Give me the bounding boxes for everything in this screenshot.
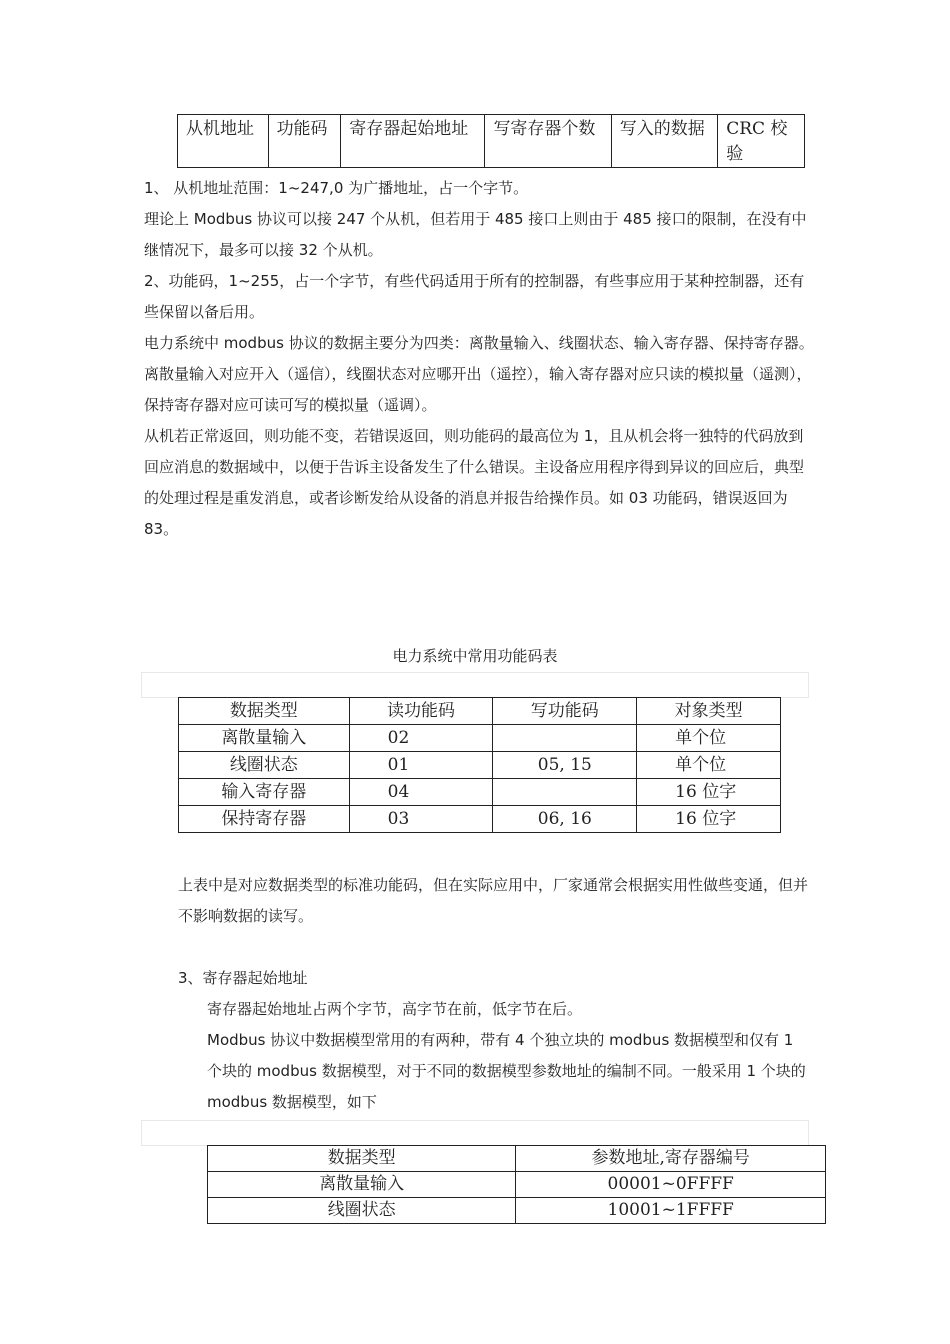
table-cell: 04	[349, 779, 493, 806]
table-header-row	[179, 698, 781, 725]
table-cell: 输入寄存器	[179, 779, 350, 806]
table-header-cell: 读功能码	[349, 698, 493, 725]
table-row	[208, 1198, 826, 1224]
frame-structure-table	[177, 114, 805, 168]
table-header-cell: 参数地址,寄存器编号	[516, 1146, 826, 1172]
table-cell: 功能码	[268, 115, 341, 168]
table-cell: 00001~0FFFF	[516, 1172, 826, 1198]
table-row	[208, 1172, 826, 1198]
section-heading: 3、寄存器起始地址	[178, 969, 308, 987]
table-header-cell: 写功能码	[493, 698, 637, 725]
table-cell	[493, 779, 637, 806]
register-address-table	[207, 1145, 826, 1224]
table-cell: 从机地址	[178, 115, 269, 168]
paragraph: Modbus 协议中数据模型常用的有两种，带有 4 个独立块的 modbus 数据模型和仅有 1 个块的 modbus 数据模型，对于不同的数据模型参数地址的编制不同。一般采用 1 个块的 modbus 数据模型，如下	[207, 1031, 806, 1111]
paragraph: 理论上 Modbus 协议可以接 247 个从机，但若用于 485 接口上则由于 485 接口的限制，在没有中继情况下，最多可以接 32 个从机。	[144, 210, 807, 259]
paragraph: 寄存器起始地址占两个字节，高字节在前，低字节在后。	[207, 1000, 583, 1018]
table-cell: 02	[349, 725, 493, 752]
table-cell: 写寄存器个数	[485, 115, 611, 168]
table-cell: 离散量输入	[179, 725, 350, 752]
table-cell: 线圈状态	[179, 752, 350, 779]
table-cell	[493, 725, 637, 752]
paragraph: 1、 从机地址范围：1~247,0 为广播地址，占一个字节。	[144, 179, 529, 197]
table-title: 电力系统中常用功能码表	[392, 647, 558, 665]
table-cell: 01	[349, 752, 493, 779]
paragraph: 电力系统中 modbus 协议的数据主要分为四类：离散量输入、线圈状态、输入寄存器、保持寄存器。离散量输入对应开入（遥信），线圈状态对应哪开出（遥控），输入寄存器对应只读的模拟量（遥测），保持寄存器对应可读可写的模拟量（遥调）。	[144, 334, 814, 414]
table-cell: 离散量输入	[208, 1172, 516, 1198]
table-cell: 03	[349, 806, 493, 833]
table-cell: 寄存器起始地址	[341, 115, 485, 168]
table-cell: 05, 15	[493, 752, 637, 779]
table-cell: 单个位	[637, 725, 781, 752]
paragraph: 从机若正常返回，则功能不变，若错误返回，则功能码的最高位为 1，且从机会将一独特的代码放到回应消息的数据域中，以便于告诉主设备发生了什么错误。主设备应用程序得到异议的回应后，典型的处理过程是重发消息，或者诊断发给从设备的消息并报告给操作员。如 03 功能码，错误返回为 83。	[144, 427, 805, 538]
function-code-table	[178, 697, 781, 833]
table-row	[179, 752, 781, 779]
table-header-cell: 数据类型	[179, 698, 350, 725]
table-header-cell: 数据类型	[208, 1146, 516, 1172]
table-cell: 保持寄存器	[179, 806, 350, 833]
table-row	[179, 725, 781, 752]
table-cell: 单个位	[637, 752, 781, 779]
table-cell: CRC 校验	[718, 115, 805, 168]
divider	[141, 672, 809, 698]
table-cell: 线圈状态	[208, 1198, 516, 1224]
table-cell: 16 位字	[637, 779, 781, 806]
table-header-cell: 对象类型	[637, 698, 781, 725]
table-cell: 写入的数据	[611, 115, 717, 168]
table-header-row	[208, 1146, 826, 1172]
paragraph: 上表中是对应数据类型的标准功能码，但在实际应用中，厂家通常会根据实用性做些变通，但并不影响数据的读写。	[178, 876, 809, 925]
table-row	[179, 806, 781, 833]
table-cell: 16 位字	[637, 806, 781, 833]
table-cell: 10001~1FFFF	[516, 1198, 826, 1224]
table-cell: 06, 16	[493, 806, 637, 833]
paragraph: 2、功能码，1~255，占一个字节，有些代码适用于所有的控制器，有些事应用于某种控制器，还有些保留以备后用。	[144, 272, 805, 321]
table-row	[178, 115, 805, 168]
table-row	[179, 779, 781, 806]
divider	[141, 1120, 809, 1146]
